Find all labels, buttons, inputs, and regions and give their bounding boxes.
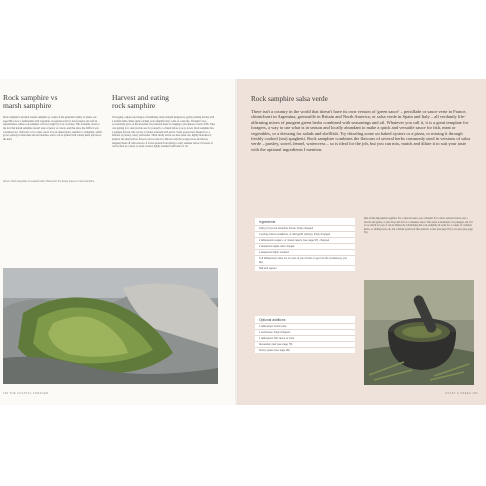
mortar-pestle-photo xyxy=(364,280,474,385)
ingredient-item: 6–8 tablespoons olive oil, or more of your choice to get it to the consistency you like xyxy=(255,255,355,264)
recipe-title: Rock samphire salsa verde xyxy=(251,95,328,103)
rock-samphire-photo xyxy=(3,268,218,384)
optional-item: 1 tablespoon fish sauce or miso xyxy=(255,335,355,341)
method-text: Mix all the ingredients together. For a smooth sauce, use a blender. For a more textured sauce, use a mortar and pestle, or just chop and stir for a chunkier sauce. This salsa is intended to be pungent, but if it is too much for you, it can be diluted by substituting the rock samphire in some for a couple of common herbs, or adding more oil, and a milder green leaf like spinach, rocket (see page 87) or sea beet (see page 81). xyxy=(364,217,473,235)
ingredients-box xyxy=(255,218,355,271)
ingredients-title: Ingredients xyxy=(259,220,276,224)
ingredient-item: 2 tablespoons capers, or rinsed capers (see page 97), chopped xyxy=(255,237,355,243)
page-gutter xyxy=(235,79,239,405)
ingredient-item: 100g (3 oz) rock samphire fronds, finely chopped xyxy=(255,225,355,231)
optional-item: 1 tablespoon lemon juice xyxy=(255,323,355,329)
folio-left: 182 THE COASTAL FORAGER xyxy=(3,392,49,395)
heading-rock-vs-marsh xyxy=(3,94,57,111)
body-column-2: If foraging conjures up images of brambling along tranquil hedgerows, gently picking berries with a wistful smile, think again: picking rock samphire may come as a surprise. Though it does occasionally grow on the shoreline, its preferred home is clinging to precipitous coastal cliffs. Take care getting to it, and provide one for yourself or a friend before you go down. Rock samphire has a pungent flavour, like carrots or fennel seasoned with petrol. Some people have likened it to a mixture of parsley, celery and fennel. Thick fleshy leaves are best eaten raw, lightly blanched or pickled; the small yellow flowers can be used too. Harvest only the young leaves and shoots, snipping them off with scissors. It is best picked from spring to early summer before it flowers. It can be used as a salad, or eaten cooked, lightly steamed with butter or oil. xyxy=(112,116,215,149)
heading-harvest xyxy=(112,94,169,111)
mortar-pestle-photo-art xyxy=(364,280,474,385)
optional-title: Optional additions xyxy=(259,318,286,322)
folio-right: COAST & CREEK 183 xyxy=(445,392,478,395)
body-column-1: Rock samphire's meristal seaside samphire (a cousin of the generalist family of plants, see page 89) is now a fashionable wild vegetable, recognised even by non-foragers and sold in supermarkets, while rock samphire can't be bought by love or money. This is mainly down to the fact that marsh samphire doesn't taste of petrol or carrots, and that since the 2000s it was considered too 'delicious' to be a mere weed. It is an annual plant, sensitive to trampling, which grows quickly in tidal mud and salt marshes, and it can be picked with a sharp knife just above the mud. xyxy=(3,116,102,141)
ingredient-item: 4 spring onions (scallions), or wild garlic (ramps), finely chopped xyxy=(255,231,355,237)
heading-line: marsh samphire xyxy=(3,101,52,111)
optional-item: Scurvy grass (see page 99) xyxy=(255,347,355,353)
optional-item: 1 anchovies, finely chopped xyxy=(255,329,355,335)
heading-line: rock samphire xyxy=(112,101,156,111)
ingredient-item: 2 teaspoons apple cider vinegar xyxy=(255,243,355,249)
heading-line: Harvest and eating xyxy=(112,93,169,102)
ingredient-item: Salt and pepper xyxy=(255,265,355,271)
photo-caption: Above: Rock samphire on coastal rocks. Below left: the fleshy leaves of rock samphire. xyxy=(3,180,95,183)
optional-box xyxy=(255,316,355,353)
recipe-intro: There isn't a country in the world that doesn't have its own version of 'green sauce' – persillade or sauce verte in France, chimichurri in Argentina, grenouille in Britain and North America, or salsa verde in Spain and Italy – all verdantly life-affirming mixes of pungent green herbs combined with seasonings and oil. Whatever you call it, it is a great template for foragers, a way to use what is in season and locally abundant to make a quick and versatile sauce for fish, meat or vegetables, or a dressing for salads and shellfish. Try drizzling some on baked oysters or a pizza, or mixing it through freshly cooked (sea) spaghetti. Rock samphire combines the flavours of several herbs commonly used in versions of salsa verde – parsley, sorrel, fennel, watercress – so is ideal for the job, but you can mix, match and dilute it to suit your taste with the optional ingredients I mention. xyxy=(251,109,470,152)
heading-line: Rock samphire vs xyxy=(3,93,58,102)
rock-samphire-photo-art xyxy=(3,268,218,384)
optional-item: Alexanders leaf (see page 76) xyxy=(255,341,355,347)
ingredient-item: 2 teaspoons Dijon mustard xyxy=(255,249,355,255)
